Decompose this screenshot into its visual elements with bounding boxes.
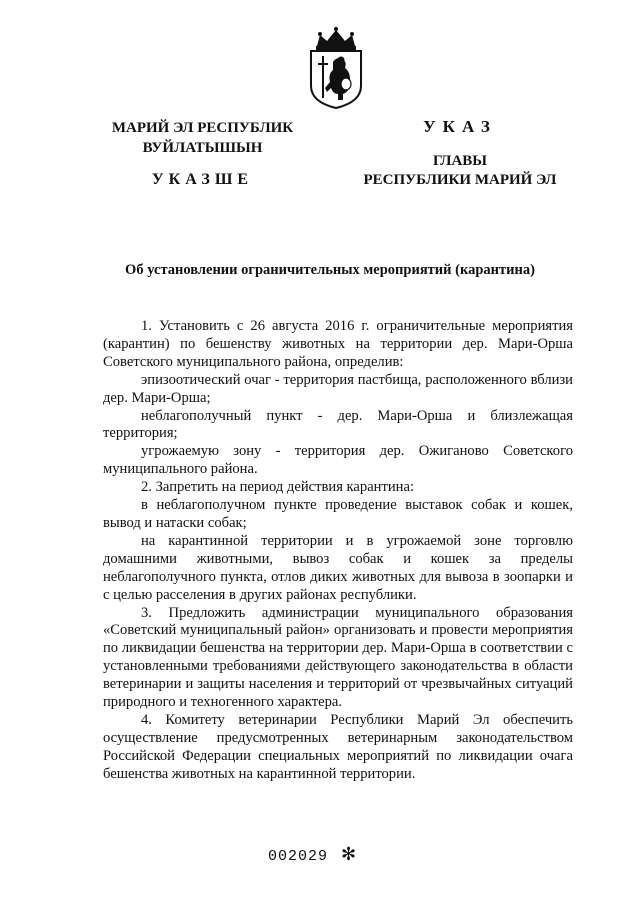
header-right-line-2: ГЛАВЫ: [432, 153, 488, 169]
header-left-line-2: ВУЙЛАТЫШЫН: [142, 140, 263, 156]
header-left-line-1: МАРИЙ ЭЛ РЕСПУБЛИК: [111, 120, 294, 136]
document-title: Об установлении ограничительных мероприятий (карантина): [125, 262, 535, 278]
paragraph: 1. Установить с 26 августа 2016 г. ограничительные мероприятия (карантин) по бешенству животных на территории дер. Мари-Орша Советского муниципального района, определив:: [103, 318, 573, 370]
paragraph: 3. Предложить администрации муниципального образования «Советский муниципальный район» организовать и провести мероприятия по ликвидации бешенства на территории дер. Мари-Орша в соответствии с установленными требованиями действующего законодательства в области ветеринарии и защиты населения и территорий от чрезвычайных ситуаций природного и техногенного характера.: [103, 604, 573, 711]
paragraph: неблагополучный пункт - дер. Мари-Орша и близлежащая территория;: [103, 407, 573, 442]
header-right-line-1: УКАЗ: [423, 117, 497, 136]
header-right-line-3: РЕСПУБЛИКИ МАРИЙ ЭЛ: [363, 172, 557, 188]
paragraph: на карантинной территории и в угрожаемой зоне торговлю домашними животными, вывоз собак и кошек за пределы неблагополучного пункта, отлов диких животных для вывоза в зоопарки и с целью расселения в других районах республики.: [103, 532, 573, 603]
header-left-line-3: УКАЗШЕ: [151, 171, 254, 188]
document-body: [103, 318, 573, 784]
paragraph: эпизоотический очаг - территория пастбища, расположенного вблизи дер. Мари-Орша;: [103, 371, 573, 406]
paragraph: угрожаемую зону - территория дер. Ожиганово Советского муниципального района.: [103, 443, 573, 478]
paragraph: в неблагополучном пункте проведение выставок собак и кошек, вывод и натаски собак;: [103, 497, 573, 531]
coat-of-arms-icon: [303, 26, 369, 110]
serial-number: 002029: [268, 848, 329, 865]
asterisk-mark-icon: ✻: [341, 844, 357, 865]
paragraph: 4. Комитету ветеринарии Республики Марий Эл обеспечить осуществление предусмотренных ветеринарным законодательством Российской Федерации специальных мероприятий по ликвидации очага бешенства животных на карантинной территории.: [103, 711, 573, 782]
paragraph: 2. Запретить на период действия карантина:: [141, 479, 415, 496]
